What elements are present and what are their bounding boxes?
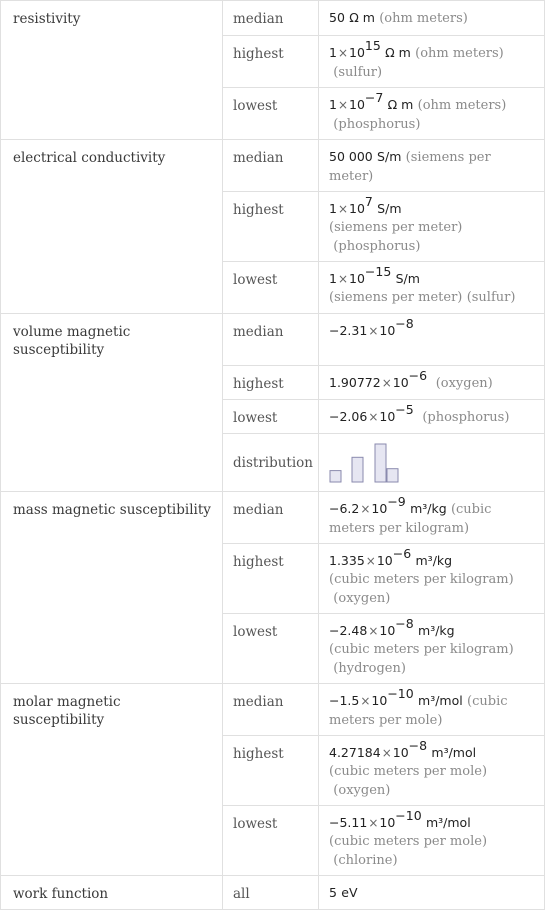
sub-label: highest (223, 366, 319, 400)
histogram-bar (330, 470, 341, 481)
histogram-bar (352, 457, 363, 482)
value-cell: 50 Ω m (ohm meters) (319, 1, 545, 36)
property-label: resistivity (1, 1, 223, 140)
value-cell: $1\times 10^{-7}$ Ω m (ohm meters) (phosphorus) (319, 88, 545, 140)
value-cell: $4.27184\times 10^{-8}$ m³/mol (cubic meters per mole) (oxygen) (319, 736, 545, 806)
sub-label: highest (223, 192, 319, 262)
value-cell: $-1.5\times 10^{-10}$ m³/mol (cubic meters per mole) (319, 684, 545, 736)
sub-label: highest (223, 736, 319, 806)
property-label: electrical conductivity (1, 140, 223, 314)
distribution-cell (319, 434, 545, 492)
property-label: molar magnetic susceptibility (1, 684, 223, 876)
sub-label: highest (223, 544, 319, 614)
distribution-histogram (329, 442, 409, 486)
sub-label: median (223, 140, 319, 192)
sub-label: median (223, 492, 319, 544)
property-label: mass magnetic susceptibility (1, 492, 223, 684)
value-cell: $-5.11\times 10^{-10}$ m³/mol (cubic meters per mole) (chlorine) (319, 806, 545, 876)
sub-label: median (223, 1, 319, 36)
property-label: volume magnetic susceptibility (1, 314, 223, 492)
sub-label: lowest (223, 88, 319, 140)
value-cell: $1.335\times 10^{-6}$ m³/kg (cubic meters per kilogram) (oxygen) (319, 544, 545, 614)
value-cell: 5 eV (319, 876, 545, 910)
sub-label: highest (223, 36, 319, 88)
sub-label: lowest (223, 614, 319, 684)
sub-label: median (223, 684, 319, 736)
value-cell: $1.90772\times 10^{-6}$ (oxygen) (319, 366, 545, 400)
value-cell: $-2.31\times 10^{-8}$ (319, 314, 545, 366)
value-cell: $-2.06\times 10^{-5}$ (phosphorus) (319, 400, 545, 434)
value-cell: $-6.2\times 10^{-9}$ m³/kg (cubic meters per kilogram) (319, 492, 545, 544)
value-cell: $1\times 10^{15}$ Ω m (ohm meters) (sulfur) (319, 36, 545, 88)
value-cell: $-2.48\times 10^{-8}$ m³/kg (cubic meters per kilogram) (hydrogen) (319, 614, 545, 684)
sub-label: lowest (223, 806, 319, 876)
histogram-bar (375, 444, 386, 482)
value-cell: 50 000 S/m (siemens per meter) (319, 140, 545, 192)
sub-label: lowest (223, 262, 319, 314)
sub-label: distribution (223, 434, 319, 492)
sub-label: lowest (223, 400, 319, 434)
value-cell: $1\times 10^7$ S/m (siemens per meter) (phosphorus) (319, 192, 545, 262)
histogram-bar (387, 468, 398, 481)
property-label: work function (1, 876, 223, 910)
sub-label: median (223, 314, 319, 366)
sub-label: all (223, 876, 319, 910)
value-cell: $1\times 10^{-15}$ S/m (siemens per meter) (sulfur) (319, 262, 545, 314)
